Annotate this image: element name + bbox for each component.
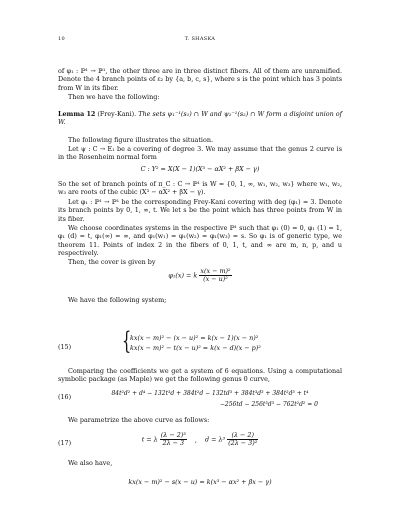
equation-number-15: (15)	[58, 343, 72, 351]
lemma-attribution: (Frey-Kani).	[97, 110, 137, 118]
t-lhs: t = λ	[141, 435, 158, 444]
phi-numerator: x(x − m)²	[200, 267, 231, 275]
equation-number-16: (16)	[58, 393, 72, 401]
d-lhs: d = λ³	[204, 435, 226, 444]
equation-last: kx(x − m)² − s(x − u) = k(x³ − αx² + βx − γ)	[128, 478, 272, 486]
paragraph-coordinates: We choose coordinates systems in the respective ℙ¹ such that φ₁ (0) = 0, φ₁ (1) = 1, φ₁ (d) = t, φ₁(∞) = ∞, and φ₁(w₁) = φ₁(w₂) = φ₁(w₃) = s. So φ₁ is of generic type, we theorem 11. Points of index 2 in the fibers of 0, 1, t, and ∞ are m, n, p, and u respectively.	[58, 224, 342, 257]
equation-number-17: (17)	[58, 439, 72, 447]
paragraph-also: We also have,	[68, 459, 113, 467]
running-title: T. SHASKA	[184, 36, 216, 42]
phi-lhs: φ₁(x) = k	[168, 271, 198, 280]
system-line-2: kx(x − m)² − t(x − u)² = k(x − d)(x − p)²	[130, 344, 261, 352]
paragraph-figure: The following figure illustrates the situation.	[68, 136, 213, 144]
paragraph-parametrize: We parametrize the above curve as follows:	[68, 416, 210, 424]
system-line-1: kx(x − m)² − (x − u)² = k(x − 1)(x − n)²	[130, 334, 259, 342]
paragraph-branch-points: So the set of branch points of π_C : C → ℙ¹ is W = {0, 1, ∞, w₁, w₂, w₃} where w₁, w₂, w₃ are roots of the cubic (X³ − αX² + βX − γ).	[58, 180, 342, 197]
t-fraction: $\frac{\text{(λ − 2)³}}{2\lambda - 3}$	[160, 431, 186, 447]
paragraph-then: Then we have the following:	[68, 93, 160, 101]
paragraph-frey-kani: Let φ₁ : ℙ¹ → ℙ¹ be the corresponding Frey-Kani covering with deg (φ₁) = 3. Denote its branch points by 0, 1, ∞, t. We let s be the point which has three points from W in its fiber.	[58, 198, 342, 223]
phi-denominator: (x − u)²	[203, 275, 228, 283]
lemma-statement: The sets ψ₁⁻¹(s₁) ∩ W and ψ₂⁻¹(s₂) ∩ W form a disjoint union of W.	[58, 110, 342, 127]
system-of-equations	[130, 333, 330, 353]
paragraph-covering: Let ψ : C → E₁ be a covering of degree 3. We may assume that the genus 2 curve is in the Rosenheim normal form	[58, 145, 342, 162]
equation-16-line-1: 84t²d² + d⁴ − 132t³d + 384t²d − 132td³ + 384t³d³ + 384t²d³ + t⁴	[111, 390, 309, 397]
lemma-12	[58, 110, 342, 127]
equation-phi	[58, 268, 342, 283]
paragraph-fibers: of φ₁ : ℙ¹ → ℙ¹, the other three are in three distinct fibers. All of them are unramified. Denote the 4 branch points of ε₂ by {a, b, c, s}, where s is the point which has 3 points from W in its fiber.	[58, 67, 342, 92]
phi-fraction	[199, 268, 231, 283]
paragraph-system: We have the following system;	[68, 296, 167, 304]
equation-16-line-2: −256td − 256t³d³ − 762t²d² = 0	[219, 401, 318, 408]
lemma-label: Lemma 12	[58, 110, 96, 118]
equation-curve: C : Y² = X(X − 1)(X³ − αX² + βX − γ)	[140, 165, 260, 173]
page-number: 10	[58, 36, 65, 42]
d-fraction: $\frac{(\lambda - 2)}{\text{(2λ − 3)²}}$	[228, 431, 258, 447]
paragraph-cover-given: Then, the cover is given by	[68, 258, 156, 266]
equation-17: t = λ $\frac{\text{(λ − 2)³}}{2\lambda - 3}$ , d = λ³ $\frac{(\lambda - 2)}{\text{(2λ − 3)²}}$	[141, 431, 258, 447]
running-header	[58, 36, 342, 46]
paragraph-comparing: Comparing the coefficients we get a system of 6 equations. Using a computational symbolic package (as Maple) we get the following genus 0 curve,	[58, 367, 342, 384]
system-brace: {	[122, 327, 132, 355]
